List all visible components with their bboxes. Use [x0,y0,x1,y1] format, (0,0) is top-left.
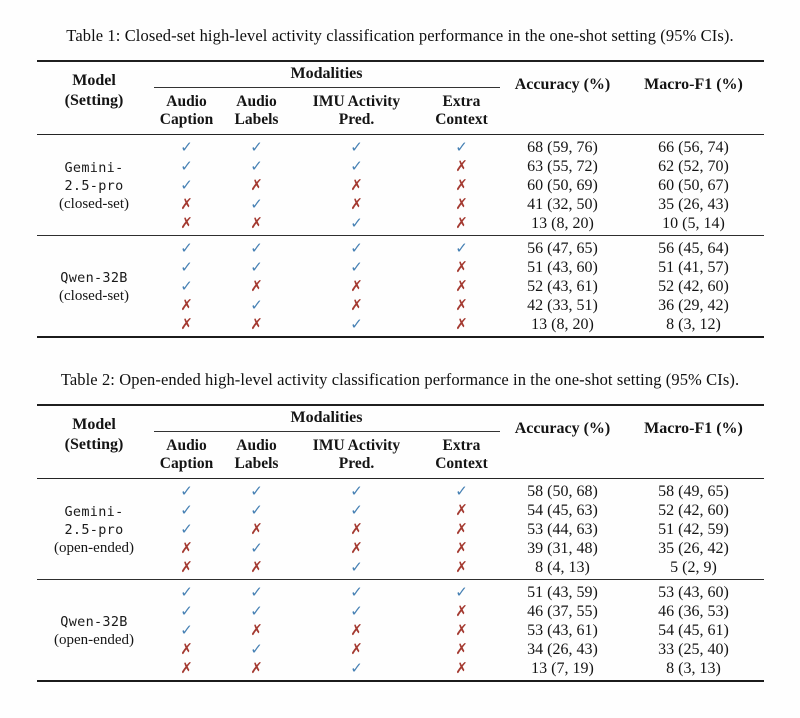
model-setting-label: (closed-set) [59,287,129,304]
check-icon: ✓ [250,482,263,500]
macro-f1-value: 62 (52, 70) [658,158,729,175]
check-icon: ✓ [180,277,193,295]
macro-f1-value: 33 (25, 40) [658,641,729,658]
accuracy-value: 51 (43, 59) [527,584,598,601]
model-name-line: Gemini- [64,159,124,176]
model-setting-label: (open-ended) [54,539,134,556]
check-icon: ✓ [350,583,363,601]
check-icon: ✓ [350,659,363,677]
macro-f1-value: 58 (49, 65) [658,483,729,500]
accuracy-value: 53 (44, 63) [527,521,598,538]
cross-icon: ✗ [455,659,468,677]
modality-column-line1: Audio [236,93,277,110]
check-icon: ✓ [350,315,363,333]
modality-column-line2: Caption [159,111,214,128]
cross-icon: ✗ [250,659,263,677]
cross-icon: ✗ [180,195,193,213]
cross-icon: ✗ [455,296,468,314]
cross-icon: ✗ [250,176,263,194]
accuracy-value: 56 (47, 65) [527,240,598,257]
accuracy-value: 46 (37, 55) [527,603,598,620]
accuracy-value: 39 (31, 48) [527,540,598,557]
model-group-0 [37,135,764,235]
check-icon: ✓ [250,539,263,557]
modality-column-header-3 [422,432,502,478]
cross-icon: ✗ [455,501,468,519]
modality-column-header-2 [292,88,422,134]
table-1-section [0,0,800,338]
modality-column-line1: Audio [166,437,207,454]
check-icon: ✓ [455,482,468,500]
check-icon: ✓ [350,602,363,620]
modality-column-line1: IMU Activity [312,437,401,454]
model-cell [37,583,152,678]
macro-f1-value: 66 (56, 74) [658,139,729,156]
modalities-header-cell: Modalities [154,406,500,432]
modality-column-line1: IMU Activity [312,93,401,110]
accuracy-value: 34 (26, 43) [527,641,598,658]
cross-icon: ✗ [455,157,468,175]
accuracy-value: 8 (4, 13) [535,559,590,576]
check-icon: ✓ [180,602,193,620]
check-icon: ✓ [350,501,363,519]
modality-column-line2: Caption [159,455,214,472]
cross-icon: ✗ [350,277,363,295]
check-icon: ✓ [455,583,468,601]
check-icon: ✓ [180,239,193,257]
cross-icon: ✗ [350,520,363,538]
model-group-1 [37,236,764,336]
model-header-cell [37,62,152,134]
cross-icon: ✗ [180,296,193,314]
model-name-line: Qwen-32B [60,269,128,286]
cross-icon: ✗ [455,602,468,620]
accuracy-value: 51 (43, 60) [527,259,598,276]
model-cell [37,138,152,233]
cross-icon: ✗ [350,640,363,658]
cross-icon: ✗ [455,558,468,576]
model-name-line: 2.5-pro [64,177,124,194]
cross-icon: ✗ [250,277,263,295]
check-icon: ✓ [180,482,193,500]
cross-icon: ✗ [180,659,193,677]
cross-icon: ✗ [180,315,193,333]
cross-icon: ✗ [455,621,468,639]
modality-column-line1: Audio [236,437,277,454]
cross-icon: ✗ [455,195,468,213]
macro-f1-value: 8 (3, 12) [666,316,721,333]
accuracy-value: 13 (8, 20) [531,215,594,232]
cross-icon: ✗ [250,315,263,333]
macro-f1-value: 60 (50, 67) [658,177,729,194]
macro-f1-value: 51 (42, 59) [658,521,729,538]
macro-f1-value: 5 (2, 9) [670,559,717,576]
modality-column-header-1 [222,432,292,478]
check-icon: ✓ [250,501,263,519]
modality-column-line2: Context [435,111,488,128]
check-icon: ✓ [180,258,193,276]
macro-f1-value: 36 (29, 42) [658,297,729,314]
check-icon: ✓ [180,583,193,601]
accuracy-header-cell: Accuracy (%) [514,76,611,93]
check-icon: ✓ [180,520,193,538]
cross-icon: ✗ [180,640,193,658]
table-2 [37,404,764,682]
cross-icon: ✗ [250,520,263,538]
check-icon: ✓ [250,296,263,314]
check-icon: ✓ [250,602,263,620]
check-icon: ✓ [250,195,263,213]
macro-f1-header-cell: Macro-F1 (%) [644,76,743,93]
cross-icon: ✗ [350,195,363,213]
model-name-line: Gemini- [64,503,124,520]
macro-f1-value: 35 (26, 42) [658,540,729,557]
accuracy-value: 68 (59, 76) [527,139,598,156]
table-body [37,479,764,682]
cross-icon: ✗ [350,176,363,194]
accuracy-value: 58 (50, 68) [527,483,598,500]
check-icon: ✓ [250,583,263,601]
model-header-line2: (Setting) [64,436,124,453]
check-icon: ✓ [180,157,193,175]
check-icon: ✓ [180,501,193,519]
cross-icon: ✗ [350,296,363,314]
check-icon: ✓ [455,138,468,156]
modalities-header-cell: Modalities [154,62,500,88]
cross-icon: ✗ [350,621,363,639]
macro-f1-value: 10 (5, 14) [662,215,725,232]
cross-icon: ✗ [455,277,468,295]
accuracy-value: 63 (55, 72) [527,158,598,175]
cross-icon: ✗ [250,214,263,232]
accuracy-value: 54 (45, 63) [527,502,598,519]
modality-column-line2: Pred. [338,455,375,472]
accuracy-value: 13 (7, 19) [531,660,594,677]
table-1 [37,60,764,338]
macro-f1-value: 53 (43, 60) [658,584,729,601]
model-header-line1: Model [72,72,116,89]
model-header-line2: (Setting) [64,92,124,109]
cross-icon: ✗ [350,539,363,557]
check-icon: ✓ [350,482,363,500]
cross-icon: ✗ [455,640,468,658]
accuracy-value: 53 (43, 61) [527,622,598,639]
cross-icon: ✗ [455,214,468,232]
modality-column-line2: Context [435,455,488,472]
table-2-section [0,369,800,682]
cross-icon: ✗ [250,621,263,639]
check-icon: ✓ [250,157,263,175]
check-icon: ✓ [250,258,263,276]
cross-icon: ✗ [180,539,193,557]
table-header [37,406,764,479]
model-name-line: 2.5-pro [64,521,124,538]
check-icon: ✓ [350,239,363,257]
table-1-caption: Table 1: Closed-set high-level activity classification performance in the one-shot setting (95% CIs). [66,26,734,45]
check-icon: ✓ [180,138,193,156]
modality-column-header-2 [292,432,422,478]
accuracy-header-cell: Accuracy (%) [514,420,611,437]
model-cell [37,239,152,334]
check-icon: ✓ [350,214,363,232]
modality-column-line1: Audio [166,93,207,110]
model-group-0 [37,479,764,579]
macro-f1-value: 8 (3, 13) [666,660,721,677]
model-setting-label: (closed-set) [59,195,129,212]
macro-f1-value: 52 (42, 60) [658,278,729,295]
modality-column-line2: Pred. [338,111,375,128]
modality-column-header-3 [422,88,502,134]
cross-icon: ✗ [180,214,193,232]
check-icon: ✓ [350,138,363,156]
cross-icon: ✗ [455,315,468,333]
check-icon: ✓ [250,138,263,156]
check-icon: ✓ [350,558,363,576]
macro-f1-value: 56 (45, 64) [658,240,729,257]
model-cell [37,482,152,577]
macro-f1-value: 35 (26, 43) [658,196,729,213]
macro-f1-value: 51 (41, 57) [658,259,729,276]
modality-column-header-0 [152,88,222,134]
table-2-caption: Table 2: Open-ended high-level activity classification performance in the one-shot setting (95% CIs). [60,370,740,389]
check-icon: ✓ [250,239,263,257]
macro-f1-value: 46 (36, 53) [658,603,729,620]
accuracy-value: 52 (43, 61) [527,278,598,295]
modality-column-line1: Extra [442,93,481,110]
model-setting-label: (open-ended) [54,631,134,648]
accuracy-value: 41 (32, 50) [527,196,598,213]
table-body [37,135,764,338]
model-name-line: Qwen-32B [60,613,128,630]
check-icon: ✓ [250,640,263,658]
check-icon: ✓ [350,157,363,175]
modality-column-header-0 [152,432,222,478]
model-header-line1: Model [72,416,116,433]
cross-icon: ✗ [180,558,193,576]
macro-f1-header-cell: Macro-F1 (%) [644,420,743,437]
accuracy-value: 42 (33, 51) [527,297,598,314]
modality-column-header-1 [222,88,292,134]
cross-icon: ✗ [455,258,468,276]
modality-column-line2: Labels [234,111,279,128]
accuracy-value: 13 (8, 20) [531,316,594,333]
check-icon: ✓ [180,176,193,194]
check-icon: ✓ [455,239,468,257]
cross-icon: ✗ [250,558,263,576]
check-icon: ✓ [180,621,193,639]
table-header [37,62,764,135]
modality-column-line2: Labels [234,455,279,472]
check-icon: ✓ [350,258,363,276]
model-group-1 [37,580,764,680]
accuracy-value: 60 (50, 69) [527,177,598,194]
cross-icon: ✗ [455,176,468,194]
macro-f1-value: 52 (42, 60) [658,502,729,519]
model-header-cell [37,406,152,478]
macro-f1-value: 54 (45, 61) [658,622,729,639]
modality-column-line1: Extra [442,437,481,454]
cross-icon: ✗ [455,539,468,557]
cross-icon: ✗ [455,520,468,538]
